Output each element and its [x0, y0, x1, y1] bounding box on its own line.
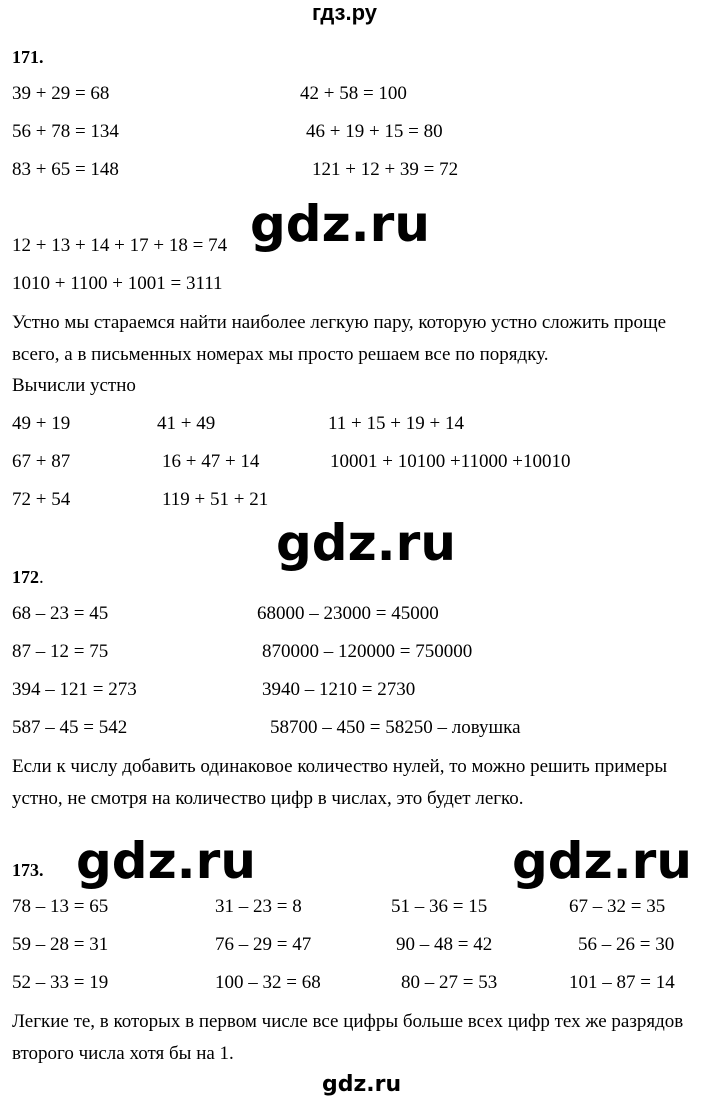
expression: 10001 + 10100 +11000 +10010 [330, 451, 571, 472]
equation: 52 – 33 = 19 [12, 972, 109, 993]
equation: 51 – 36 = 15 [391, 896, 488, 917]
equation: 101 – 87 = 14 [569, 972, 675, 993]
equation: 12 + 13 + 14 + 17 + 18 = 74 [12, 235, 228, 256]
equation: 3940 – 1210 = 2730 [262, 679, 416, 700]
equation: 80 – 27 = 53 [401, 972, 498, 993]
expression: 67 + 87 [12, 451, 71, 472]
equation: 31 – 23 = 8 [215, 896, 302, 917]
page-footer: gdz.ru [322, 1072, 402, 1097]
expression: 72 + 54 [12, 489, 71, 510]
equation: 68 – 23 = 45 [12, 603, 109, 624]
watermark: gdz.ru [250, 195, 430, 253]
paragraph: Устно мы стараемся найти наиболее легкую пару, которую устно сложить проще всего, а в письменных номерах мы просто решаем все по порядку. [12, 312, 667, 365]
equation: 100 – 32 = 68 [215, 972, 321, 993]
expression: 11 + 15 + 19 + 14 [328, 413, 464, 434]
equation: 59 – 28 = 31 [12, 934, 109, 955]
equation: 870000 – 120000 = 750000 [262, 641, 473, 662]
equation: 42 + 58 = 100 [300, 83, 407, 104]
equation: 68000 – 23000 = 45000 [257, 603, 439, 624]
paragraph: Легкие те, в которых в первом числе все цифры больше всех цифр тех же разрядов второго числа хотя бы на 1. [12, 1011, 684, 1064]
equation: 67 – 32 = 35 [569, 896, 666, 917]
equation: 58700 – 450 = 58250 – ловушка [270, 717, 521, 738]
equation: 46 + 19 + 15 = 80 [306, 121, 443, 142]
expression: 49 + 19 [12, 413, 71, 434]
equation: 56 – 26 = 30 [578, 934, 675, 955]
exercise-number-173: 173. [12, 860, 44, 880]
watermark: gdz.ru [76, 832, 256, 890]
expression: 119 + 51 + 21 [162, 489, 269, 510]
expression: 16 + 47 + 14 [162, 451, 260, 472]
equation: 83 + 65 = 148 [12, 159, 119, 180]
equation: 56 + 78 = 134 [12, 121, 119, 142]
equation: 87 – 12 = 75 [12, 641, 109, 662]
subheading: Вычисли устно [12, 375, 136, 396]
equation: 76 – 29 = 47 [215, 934, 312, 955]
watermark: gdz.ru [276, 514, 456, 572]
paragraph: Если к числу добавить одинаковое количество нулей, то можно решить примеры устно, не смотря на количество цифр в числах, это будет легко. [12, 756, 668, 809]
exercise-number-dot: . [39, 567, 44, 588]
equation: 78 – 13 = 65 [12, 896, 109, 917]
exercise-number-text: 172 [12, 567, 39, 587]
equation: 90 – 48 = 42 [396, 934, 493, 955]
watermark: gdz.ru [512, 832, 692, 890]
equation: 394 – 121 = 273 [12, 679, 137, 700]
equation: 1010 + 1100 + 1001 = 3111 [12, 273, 223, 294]
equation: 121 + 12 + 39 = 72 [312, 159, 459, 180]
exercise-number-172 [12, 567, 44, 588]
page-header: гдз.ру [312, 0, 377, 25]
expression: 41 + 49 [157, 413, 216, 434]
equation: 587 – 45 = 542 [12, 717, 128, 738]
equation: 39 + 29 = 68 [12, 83, 110, 104]
exercise-number-171: 171. [12, 47, 44, 67]
